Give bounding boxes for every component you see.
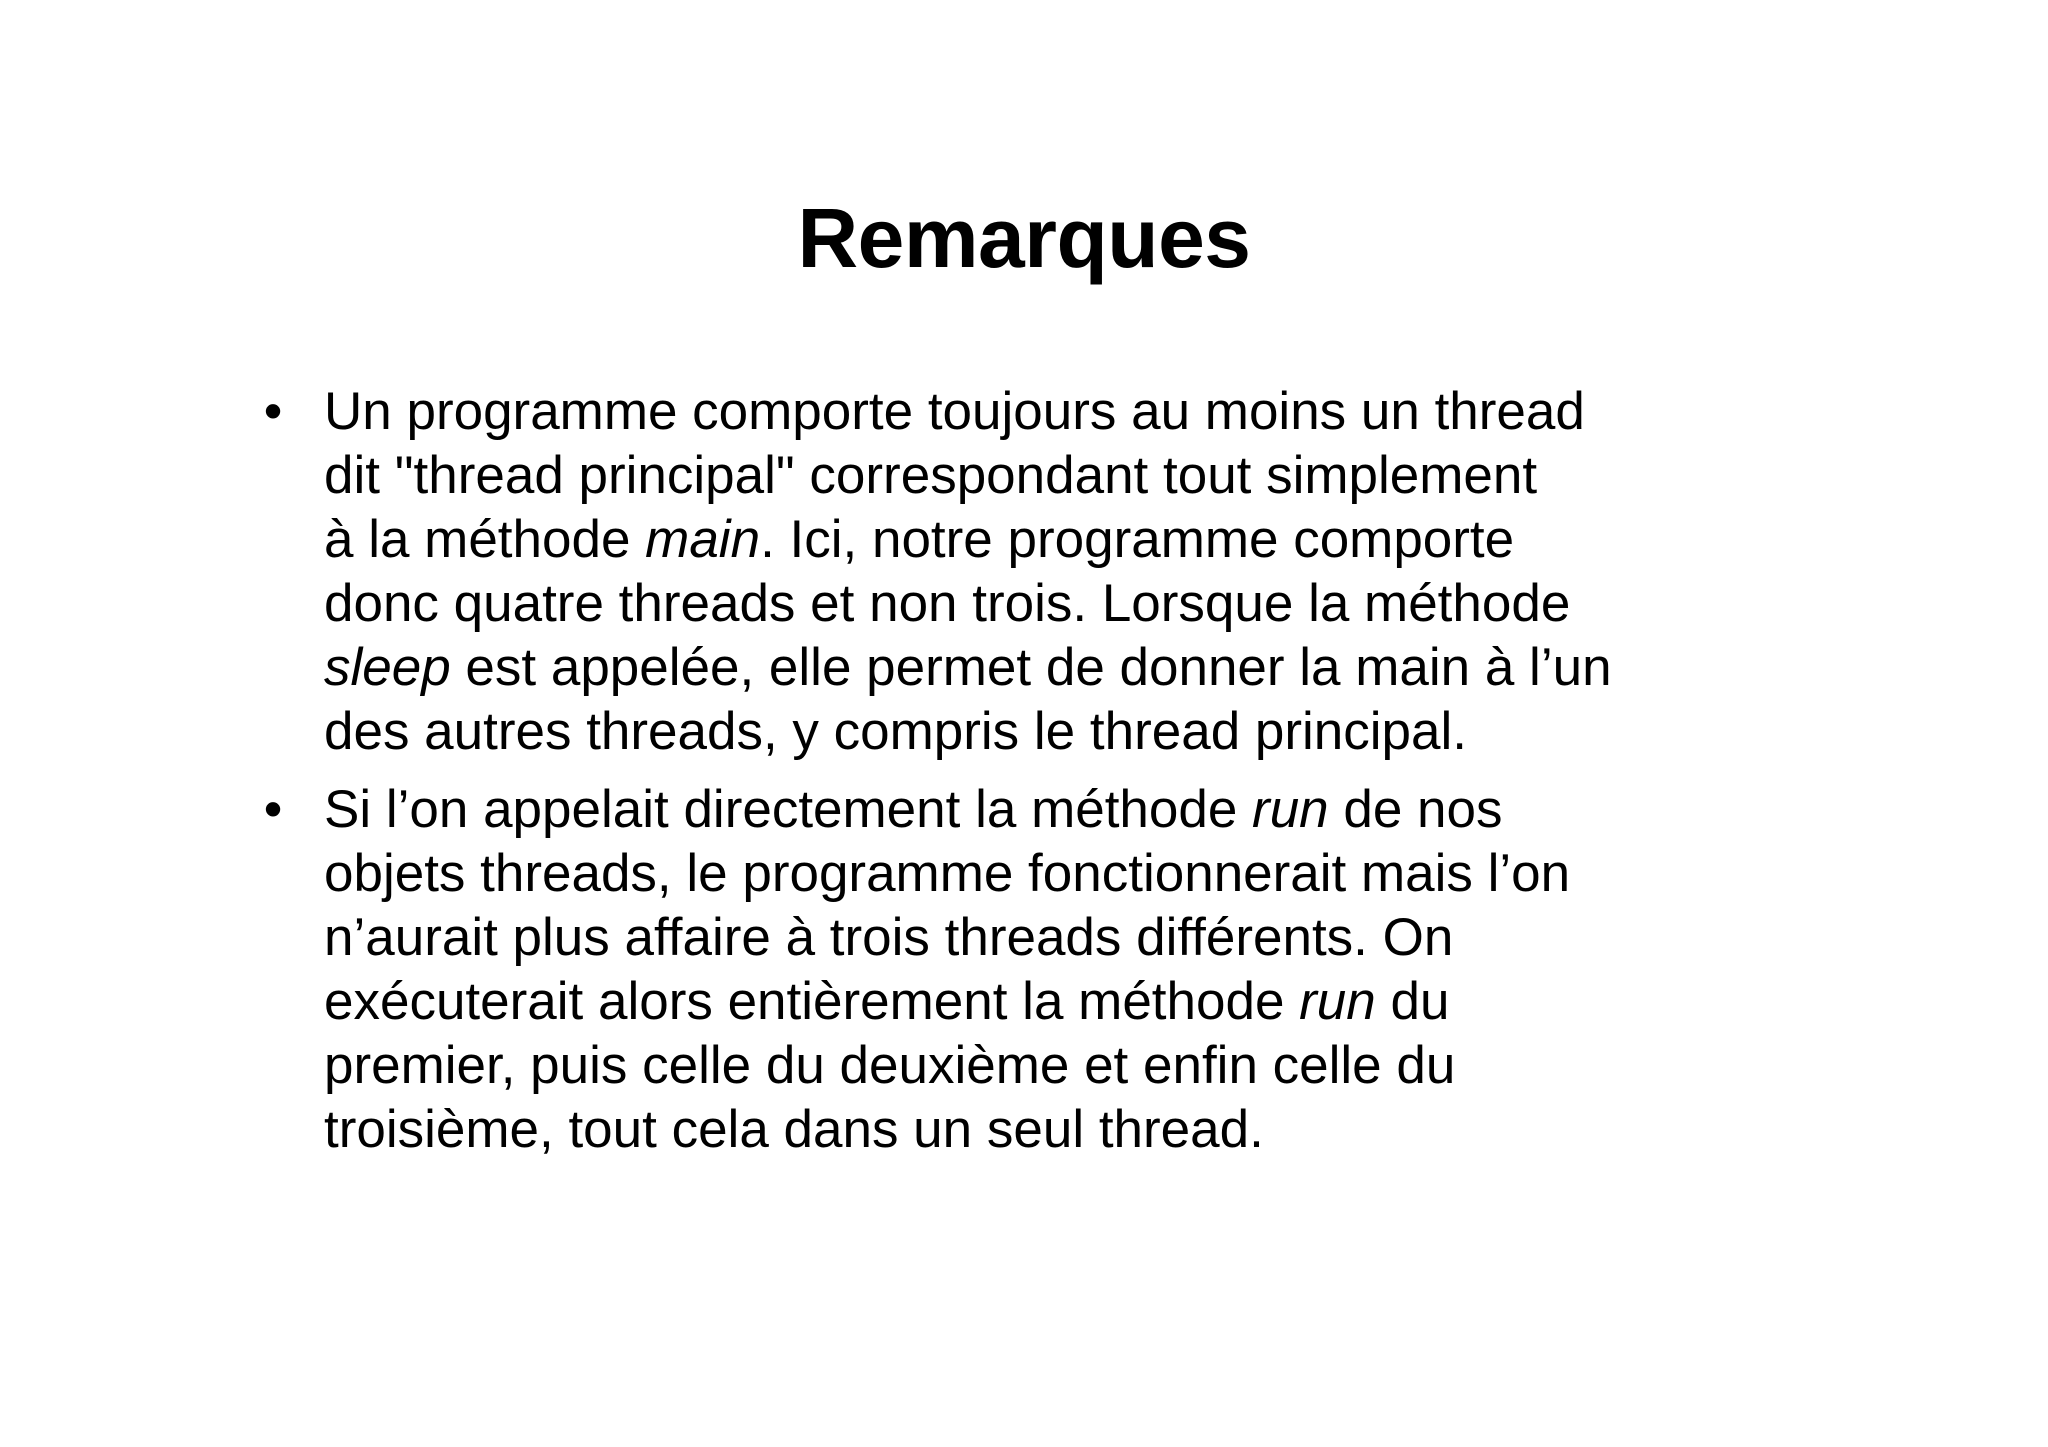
- bullet-1-line-1: Un programme comporte toujours au moins un thread: [324, 382, 1585, 441]
- italic-term-sleep: sleep: [324, 638, 451, 697]
- slide-title: Remarques: [797, 191, 1251, 285]
- bullet-icon: •: [263, 780, 283, 839]
- bullet-item-2: [258, 778, 1818, 1162]
- italic-term-run: run: [1299, 972, 1376, 1031]
- bullet-2-line-4: exécuterait alors entièrement la méthode run du: [324, 972, 1450, 1031]
- bullet-icon: •: [263, 382, 283, 441]
- bullet-2-line-1: Si l’on appelait directement la méthode run de nos: [324, 780, 1503, 839]
- bullet-2-line-3: n’aurait plus affaire à trois threads différents. On: [324, 908, 1454, 967]
- bullet-1-line-3: à la méthode main. Ici, notre programme comporte: [324, 510, 1515, 569]
- bullet-2-line-6: troisième, tout cela dans un seul thread.: [324, 1100, 1264, 1159]
- bullet-list: [258, 380, 1818, 1176]
- bullet-2-line-2: objets threads, le programme fonctionnerait mais l’on: [324, 844, 1571, 903]
- italic-term-main: main: [645, 510, 761, 569]
- bullet-1-line-6: des autres threads, y compris le thread principal.: [324, 702, 1467, 761]
- bullet-1-line-5: sleep est appelée, elle permet de donner la main à l’un: [324, 638, 1612, 697]
- bullet-1-line-4: donc quatre threads et non trois. Lorsque la méthode: [324, 574, 1571, 633]
- italic-term-run: run: [1252, 780, 1329, 839]
- bullet-1-line-2: dit "thread principal" correspondant tout simplement: [324, 446, 1538, 505]
- bullet-item-1: [258, 380, 1818, 764]
- bullet-2-line-5: premier, puis celle du deuxième et enfin celle du: [324, 1036, 1456, 1095]
